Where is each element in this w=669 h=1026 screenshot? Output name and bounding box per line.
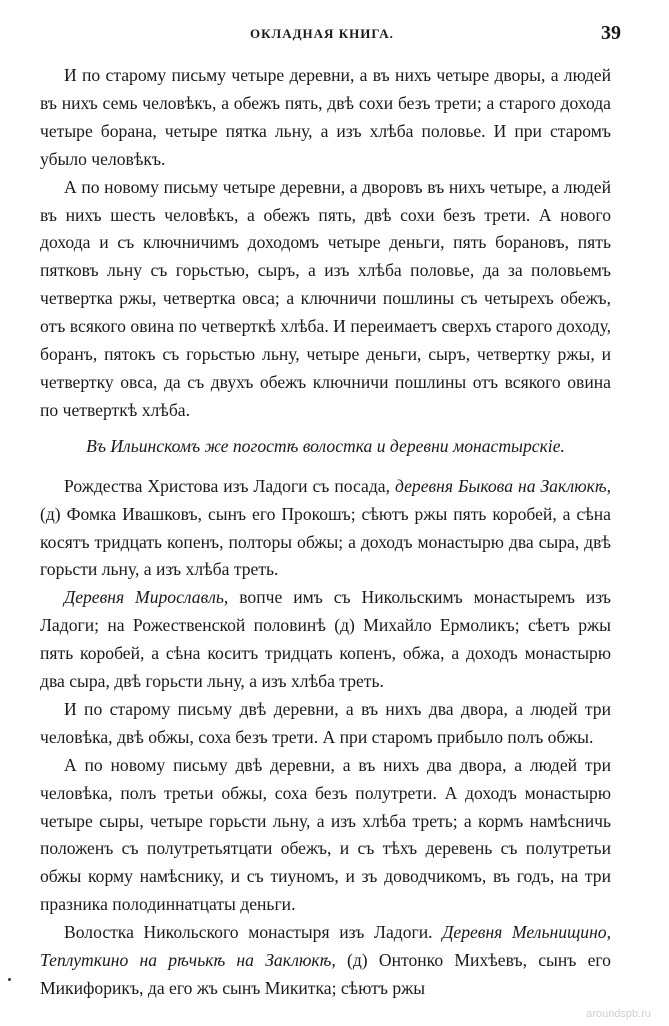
paragraph	[40, 919, 611, 1003]
watermark: aroundspb.ru	[586, 1008, 651, 1020]
italic-run: Деревня Мирославль	[64, 587, 224, 608]
paragraph	[40, 174, 611, 425]
body-text	[40, 62, 611, 1003]
paragraph	[40, 62, 611, 174]
text-run: , вопче имъ съ Никольскимъ монастыремъ изъ Ладоги; на Рожественской половинѣ (д) Михайло Ермоликъ; сѣетъ ржы пять коробей, а сѣна коситъ тридцать копенъ, обжа, а доходъ монастырю два сыра, двѣ горьсти льну, а изъ хлѣба треть.	[40, 587, 611, 692]
text-run: А по новому письму четыре деревни, а дворовъ въ нихъ четыре, а людей въ нихъ шесть человѣкъ, а обежъ пять, двѣ сохи безъ трети. А нового дохода и съ ключничимъ доходомъ четыре деньги, пять борановъ, пять пятковъ льну съ горьстью, сыръ, а изъ хлѣба половье, да за половьемъ четвертка ржы, четвертка овса; а ключничи пошлины съ четырехъ обежъ, отъ всякого овина по четверткѣ хлѣба. И переимаетъ сверхъ старого доходу, боранъ, пятокъ съ горьстью льну, четыре деньги, сыръ, четвертку ржы, и четвертку овса, да съ двухъ обежъ ключничи пошлины отъ всякого овина по четверткѣ хлѣба.	[40, 176, 611, 420]
paragraph	[40, 752, 611, 919]
text-run: , (д) Фомка Ивашковъ, сынъ его Прокошъ; сѣютъ ржы пять коробей, а сѣна косятъ тридцать копенъ, полторы обжы; а доходъ монастырю два сыра, двѣ горьсти льну, а изъ хлѣба треть.	[40, 475, 612, 580]
section-heading	[40, 433, 611, 461]
text-run: И по старому письму четыре деревни, а въ нихъ четыре дворы, а людей въ нихъ семь человѣкъ, а обежъ пять, двѣ сохи безъ трети; а старого дохода четыре борана, четыре пятка льну, а изъ хлѣба половье. И при старомъ убыло человѣкъ.	[40, 65, 611, 169]
paragraph	[40, 584, 611, 696]
italic-run: Деревня Мельнищино, Теплуткино на рѣчькѣ на Заклюкѣ	[40, 922, 611, 971]
italic-run: Въ Ильинскомъ же погостѣ волостка и деревни монастырскіе.	[86, 435, 565, 456]
page-number: 39	[601, 22, 621, 44]
text-run: , (д) Онтонко Михѣевъ, сынъ его Микифорикъ, да его жъ сынъ Микитка; сѣютъ ржы	[40, 950, 611, 998]
text-run: А по новому письму двѣ деревни, а въ нихъ два двора, а людей три человѣка, полъ третьи обжы, соха безъ полутрети. А доходъ монастырю четыре сыры, четыре горьсти льну, а изъ хлѣба треть; а кормъ намѣсничь положенъ съ полутретьятцати обежъ, и съ тѣхъ деревень съ полутретьи обжы корму намѣснику, и съ тиуномъ, и зъ доводчикомъ, въ годъ, на три празника полодиннатцаты деньги.	[40, 754, 611, 915]
text-run: Волостка Никольского монастыря изъ Ладоги.	[64, 922, 443, 943]
text-run: И по старому письму двѣ деревни, а въ нихъ два двора, а людей три человѣка, двѣ обжы, соха безъ трети. А при старомъ прибыло полъ обжы.	[40, 698, 611, 747]
running-title: ОКЛАДНАЯ КНИГА.	[250, 26, 394, 41]
running-head	[0, 18, 669, 44]
italic-run: деревня Быкова на Заклюкѣ	[394, 475, 607, 496]
paragraph	[40, 696, 611, 752]
paragraph	[40, 473, 611, 585]
text-run: Рождества Христова изъ Ладоги съ посада,	[64, 475, 395, 496]
ink-speck	[8, 978, 11, 981]
